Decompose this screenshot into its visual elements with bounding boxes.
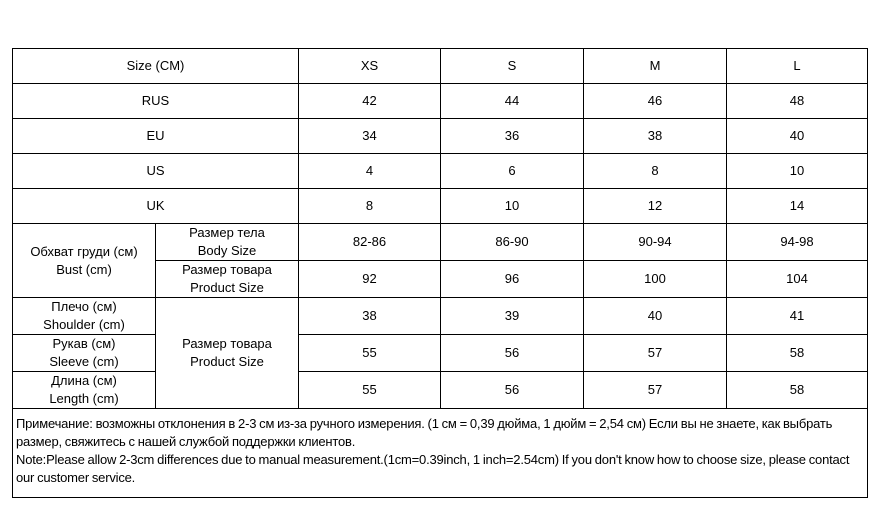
table-cell: 39 bbox=[441, 298, 584, 335]
length-label-en: Length (cm) bbox=[49, 391, 119, 406]
row-label-shoulder bbox=[13, 298, 156, 335]
table-cell: 57 bbox=[584, 335, 727, 372]
shoulder-label-en: Shoulder (cm) bbox=[43, 317, 125, 332]
table-cell: 82-86 bbox=[299, 224, 441, 261]
shoulder-label-ru: Плечо (см) bbox=[51, 299, 117, 314]
length-label-ru: Длина (см) bbox=[51, 373, 117, 388]
table-cell: 56 bbox=[441, 335, 584, 372]
table-cell: 92 bbox=[299, 261, 441, 298]
product-size-en: Product Size bbox=[190, 354, 264, 369]
table-cell: 10 bbox=[441, 189, 584, 224]
row-label-uk: UK bbox=[13, 189, 299, 224]
header-cell-m: M bbox=[584, 49, 727, 84]
note-text-en: Note:Please allow 2-3cm differences due to manual measurement.(1cm=0.39inch, 1 inch=2.54cm) If you don't know how to choose size, please contact our customer service. bbox=[16, 452, 850, 485]
table-cell: 48 bbox=[727, 84, 868, 119]
bust-label-ru: Обхват груди (см) bbox=[30, 243, 138, 259]
table-cell: 41 bbox=[727, 298, 868, 335]
table-row-eu bbox=[13, 119, 868, 154]
table-cell: 38 bbox=[584, 119, 727, 154]
table-row-us bbox=[13, 154, 868, 189]
table-cell: 40 bbox=[584, 298, 727, 335]
sublabel-product-size-merged bbox=[156, 298, 299, 409]
table-cell: 57 bbox=[584, 372, 727, 409]
header-cell-s: S bbox=[441, 49, 584, 84]
table-cell: 40 bbox=[727, 119, 868, 154]
table-cell: 14 bbox=[727, 189, 868, 224]
row-label-sleeve bbox=[13, 335, 156, 372]
table-cell: 86-90 bbox=[441, 224, 584, 261]
table-row-shoulder bbox=[13, 298, 868, 335]
table-cell: 58 bbox=[727, 372, 868, 409]
table-cell: 104 bbox=[727, 261, 868, 298]
table-cell: 12 bbox=[584, 189, 727, 224]
table-cell: 46 bbox=[584, 84, 727, 119]
row-label-us: US bbox=[13, 154, 299, 189]
table-cell: 90-94 bbox=[584, 224, 727, 261]
row-label-length bbox=[13, 372, 156, 409]
table-row-rus bbox=[13, 84, 868, 119]
table-cell: 96 bbox=[441, 261, 584, 298]
bust-label-en: Bust (cm) bbox=[56, 261, 112, 277]
table-row-sleeve bbox=[13, 335, 868, 372]
table-row-uk bbox=[13, 189, 868, 224]
note-row bbox=[13, 409, 868, 498]
table-cell: 58 bbox=[727, 335, 868, 372]
table-cell: 56 bbox=[441, 372, 584, 409]
table-cell: 10 bbox=[727, 154, 868, 189]
sublabel-product-size bbox=[156, 261, 299, 298]
sublabel-body-size-ru: Размер тела bbox=[189, 225, 265, 240]
product-size-ru: Размер товара bbox=[182, 336, 272, 351]
sleeve-label-en: Sleeve (cm) bbox=[49, 354, 119, 369]
table-cell: 38 bbox=[299, 298, 441, 335]
header-cell-size: Size (CM) bbox=[13, 49, 299, 84]
row-label-eu: EU bbox=[13, 119, 299, 154]
table-cell: 100 bbox=[584, 261, 727, 298]
table-cell: 8 bbox=[299, 189, 441, 224]
table-cell: 6 bbox=[441, 154, 584, 189]
header-cell-l: L bbox=[727, 49, 868, 84]
table-row-bust-body bbox=[13, 224, 868, 261]
table-cell: 34 bbox=[299, 119, 441, 154]
row-label-bust bbox=[13, 224, 156, 298]
note-text-ru: Примечание: возможны отклонения в 2-3 см из-за ручного измерения. (1 см = 0,39 дюйма, 1 дюйм = 2,54 см) Если вы не знаете, как выбрать размер, свяжитесь с нашей службой поддержки клиентов. bbox=[16, 416, 833, 449]
sublabel-product-size-en: Product Size bbox=[190, 280, 264, 295]
table-cell: 94-98 bbox=[727, 224, 868, 261]
table-cell: 42 bbox=[299, 84, 441, 119]
header-row bbox=[13, 49, 868, 84]
table-cell: 8 bbox=[584, 154, 727, 189]
note-cell bbox=[13, 409, 868, 498]
sleeve-label-ru: Рукав (см) bbox=[52, 336, 116, 351]
table-cell: 4 bbox=[299, 154, 441, 189]
table-row-length bbox=[13, 372, 868, 409]
table-cell: 36 bbox=[441, 119, 584, 154]
table-cell: 55 bbox=[299, 335, 441, 372]
size-chart-table bbox=[12, 48, 868, 498]
table-cell: 44 bbox=[441, 84, 584, 119]
header-cell-xs: XS bbox=[299, 49, 441, 84]
sublabel-product-size-ru: Размер товара bbox=[182, 262, 272, 277]
sublabel-body-size bbox=[156, 224, 299, 261]
row-label-rus: RUS bbox=[13, 84, 299, 119]
sublabel-body-size-en: Body Size bbox=[197, 243, 257, 258]
table-cell: 55 bbox=[299, 372, 441, 409]
